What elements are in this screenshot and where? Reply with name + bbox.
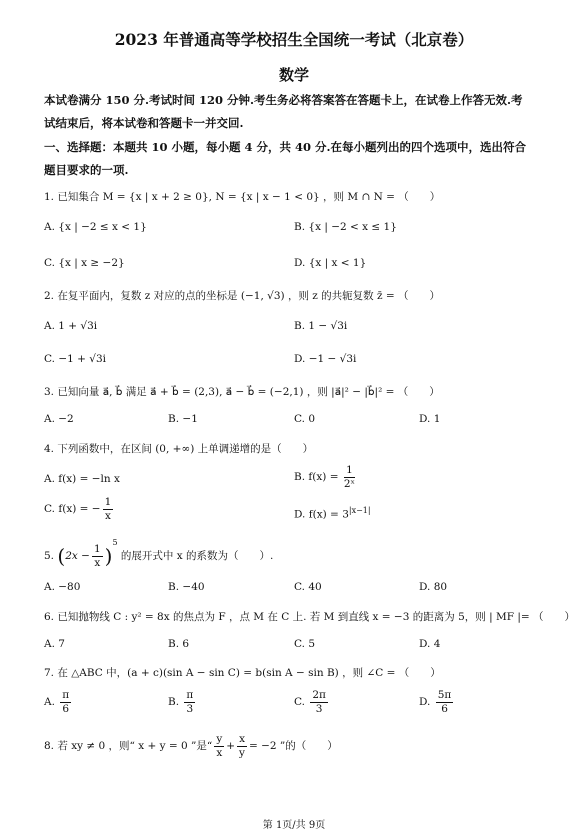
section-heading-line-1: 一、选择题：本题共 10 小题，每小题 4 分，共 40 分.在每小题列出的四个选项中，选出符合: [44, 140, 527, 154]
question-3-option-d[interactable]: D. 1: [419, 413, 441, 425]
question-6-option-b[interactable]: B. 6: [168, 638, 190, 650]
question-4-option-d-label: D. f(x) = 3: [294, 508, 349, 521]
plus-sign: +: [226, 740, 236, 752]
question-7-option-a-label: A.: [44, 696, 59, 708]
question-7-stem: 7. 在 △ABC 中，(a + c)(sin A − sin C) = b(sin A − sin B) ，则 ∠C = （ ）: [44, 667, 441, 679]
denominator: 3: [186, 702, 194, 715]
denominator: y: [239, 746, 245, 759]
question-4-option-b[interactable]: [294, 465, 357, 489]
section-heading-line-2: 题目要求的一项.: [44, 163, 129, 177]
fraction: [310, 690, 328, 714]
question-5-number: 5.: [44, 550, 55, 562]
open-paren: (: [57, 544, 66, 568]
question-3-stem: 3. 已知向量 a⃗, b⃗ 满足 a⃗ + b⃗ = (2,3), a⃗ − b⃗ = (−2,1) ，则 |a⃗|² − |b⃗|² = （ ）: [44, 386, 440, 398]
close-paren: ): [104, 544, 113, 568]
exam-title: 2023 年普通高等学校招生全国统一考试（北京卷）: [114, 30, 474, 49]
numerator: π: [62, 689, 70, 701]
question-2-stem: 2. 在复平面内，复数 z 对应的点的坐标是 (−1, √3) ，则 z 的共轭复数 z̄ = （ ）: [44, 290, 441, 302]
denominator: 2ˣ: [343, 477, 356, 490]
question-8-stem-head: 8. 若 xy ≠ 0 ，则“ x + y = 0 ”是“: [44, 740, 213, 752]
numerator: π: [186, 689, 194, 701]
fraction: [92, 544, 103, 568]
question-5-stem-tail: 的展开式中 x 的系数为（ ）.: [120, 550, 274, 562]
denominator: x: [216, 746, 223, 759]
fraction: [214, 734, 224, 758]
question-2-option-a[interactable]: A. 1 + √3i: [44, 320, 98, 332]
numerator: 1: [344, 465, 355, 478]
question-7-option-d-label: D.: [419, 696, 434, 708]
binomial-term: 2x −: [65, 550, 90, 562]
numerator: y: [216, 733, 223, 745]
question-7-option-c-label: C.: [294, 696, 309, 708]
question-5-option-d[interactable]: D. 80: [419, 581, 448, 593]
exponent: |x−1|: [348, 506, 371, 515]
question-4-option-d[interactable]: [294, 506, 371, 521]
numerator: 1: [93, 543, 101, 555]
question-4-option-a[interactable]: A. f(x) = −ln x: [44, 473, 120, 485]
question-3-option-a[interactable]: A. −2: [44, 413, 74, 425]
question-7-option-c[interactable]: [294, 690, 330, 714]
numerator: 5π: [437, 689, 452, 701]
fraction: [60, 690, 71, 714]
denominator: 6: [62, 702, 70, 715]
question-1-option-b[interactable]: B. {x | −2 < x ≤ 1}: [294, 221, 397, 233]
question-1-stem: 1. 已知集合 M = {x | x + 2 ≥ 0}, N = {x | x − 1 < 0} ，则 M ∩ N = （ ）: [44, 191, 441, 203]
question-6-stem: 6. 已知抛物线 C : y² = 8x 的焦点为 F ，点 M 在 C 上. 若 M 到直线 x = −3 的距离为 5，则 | MF |= （ ）: [44, 611, 576, 623]
question-6-option-c[interactable]: C. 5: [294, 638, 316, 650]
fraction: [184, 690, 195, 714]
question-4-stem: 4. 下列函数中，在区间 (0, +∞) 上单调递增的是（ ）: [44, 443, 314, 455]
question-8-stem-tail: = −2 ”的（ ）: [248, 740, 338, 752]
question-1-option-a[interactable]: A. {x | −2 ≤ x < 1}: [44, 221, 147, 233]
intro-line-1: 本试卷满分 150 分.考试时间 120 分钟.考生务必将答案答在答题卡上，在试卷上作答无效.考: [44, 93, 523, 107]
question-5-option-a[interactable]: A. −80: [44, 581, 81, 593]
question-2-option-d[interactable]: D. −1 − √3i: [294, 353, 357, 365]
question-1-option-d[interactable]: D. {x | x < 1}: [294, 257, 367, 269]
denominator: 6: [441, 702, 448, 715]
intro-line-2: 试结束后，将本试卷和答题卡一并交回.: [44, 116, 244, 130]
question-5-stem: [44, 538, 273, 568]
question-2-option-c[interactable]: C. −1 + √3i: [44, 353, 107, 365]
question-4-option-b-label: B. f(x) =: [294, 471, 342, 483]
subject-heading: 数学: [278, 66, 309, 84]
denominator: x: [104, 509, 111, 522]
question-8-stem: [44, 734, 338, 758]
denominator: 3: [315, 702, 323, 715]
fraction: [344, 465, 355, 489]
denominator: x: [94, 556, 101, 569]
question-7-option-b[interactable]: [168, 690, 197, 714]
question-3-option-b[interactable]: B. −1: [168, 413, 198, 425]
question-6-option-d[interactable]: D. 4: [419, 638, 441, 650]
question-5-option-c[interactable]: C. 40: [294, 581, 322, 593]
numerator: 1: [104, 496, 112, 508]
exponent: 5: [112, 538, 118, 547]
fraction: [436, 690, 454, 714]
question-3-option-c[interactable]: C. 0: [294, 413, 316, 425]
question-5-option-b[interactable]: B. −40: [168, 581, 205, 593]
fraction: [237, 734, 247, 758]
numerator: x: [239, 733, 245, 745]
question-7-option-b-label: B.: [168, 696, 183, 708]
question-2-option-b[interactable]: B. 1 − √3i: [294, 320, 348, 332]
question-7-option-a[interactable]: [44, 690, 73, 714]
numerator: 2π: [312, 689, 326, 701]
question-7-option-d[interactable]: [419, 690, 455, 714]
question-1-option-c[interactable]: C. {x | x ≥ −2}: [44, 257, 125, 269]
question-4-option-c-label: C. f(x) = −: [44, 503, 101, 515]
fraction: [103, 497, 114, 521]
page-footer: 第 1页/共 9页: [262, 820, 326, 831]
question-4-option-c[interactable]: [44, 497, 115, 521]
question-6-option-a[interactable]: A. 7: [44, 638, 65, 650]
